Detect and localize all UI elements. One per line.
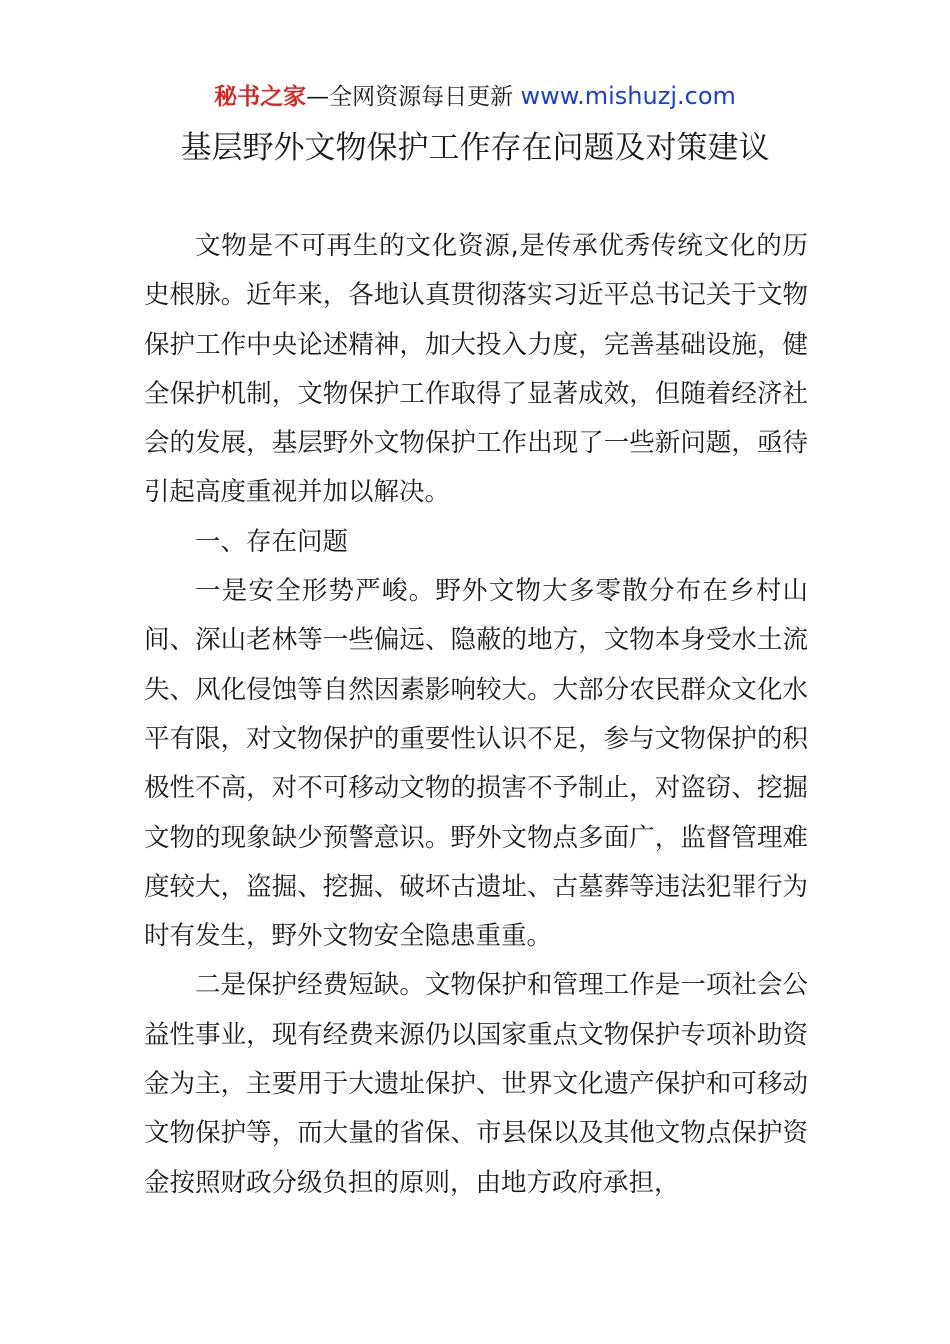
section-heading: 一、存在问题 xyxy=(195,526,349,557)
document-title: 基层野外文物保护工作存在问题及对策建议 xyxy=(180,130,770,166)
site-tagline: —全网资源每日更新 xyxy=(306,84,514,110)
brand-name: 秘书之家 xyxy=(214,84,307,110)
site-header xyxy=(0,80,950,113)
site-url-link[interactable]: www.mishuzj.com xyxy=(520,82,736,110)
paragraph-safety: 一是安全形势严峻。野外文物大多零散分布在乡村山间、深山老林等一些偏远、隐蔽的地方，文物本身受水土流失、风化侵蚀等自然因素影响较大。大部分农民群众文化水平有限，对文物保护的重要性认识不足，参与文物保护的积极性不高，对不可移动文物的损害不予制止，对盗窃、挖掘文物的现象缺少预警意识。野外文物点多面广，监督管理难度较大，盗掘、挖掘、破坏古遗址、古墓葬等违法犯罪行为时有发生，野外文物安全隐患重重。 xyxy=(144,576,808,952)
paragraph-intro: 文物是不可再生的文化资源,是传承优秀传统文化的历史根脉。近年来，各地认真贯彻落实习近平总书记关于文物保护工作中央论述精神，加大投入力度，完善基础设施，健全保护机制，文物保护工作取得了显著成效，但随着经济社会的发展，基层野外文物保护工作出现了一些新问题，亟待引起高度重视并加以解决。 xyxy=(144,231,808,508)
document-body xyxy=(144,222,808,1208)
paragraph-funding: 二是保护经费短缺。文物保护和管理工作是一项社会公益性事业，现有经费来源仍以国家重点文物保护专项补助资金为主，主要用于大遗址保护、世界文化遗产保护和可移动文物保护等，而大量的省保、市县保以及其他文物点保护资金按照财政分级负担的原则，由地方政府承担， xyxy=(144,970,808,1198)
